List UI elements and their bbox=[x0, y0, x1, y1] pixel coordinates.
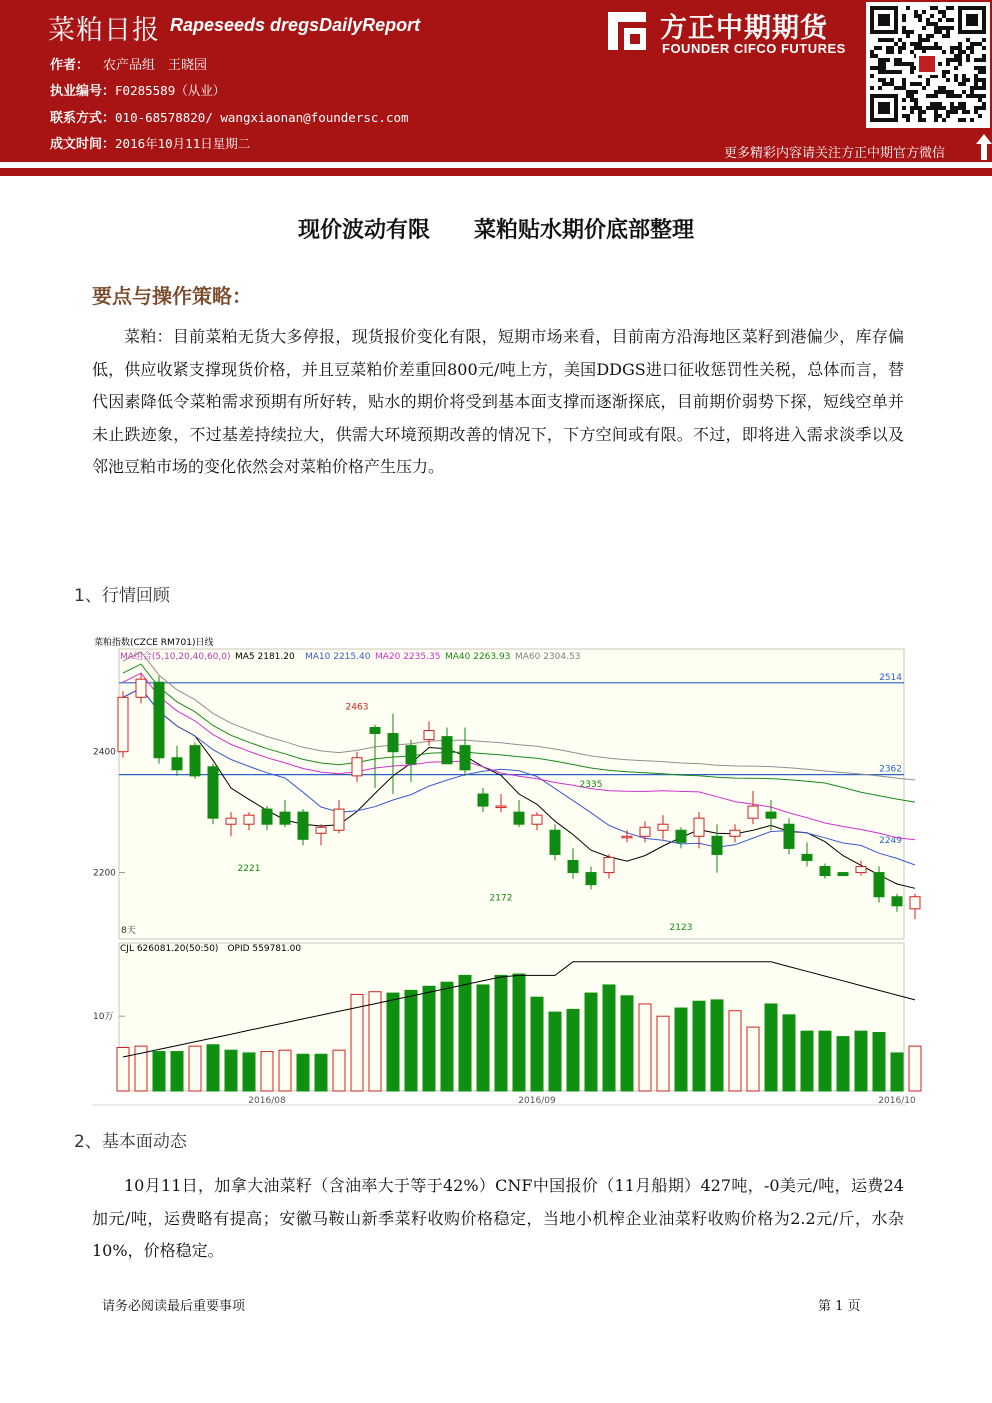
volume-bar bbox=[423, 986, 435, 1091]
report-title-en: Rapeseeds dregsDailyReport bbox=[170, 15, 421, 35]
candle-body bbox=[910, 897, 920, 909]
volume-bar bbox=[333, 1050, 345, 1091]
qr-code-icon bbox=[866, 2, 990, 128]
candle-body bbox=[262, 809, 272, 824]
logo-text-en: FOUNDER CIFCO FUTURES bbox=[662, 41, 846, 56]
candle-body bbox=[658, 824, 668, 830]
volume-bar bbox=[909, 1046, 921, 1091]
price-corner-label: 8天 bbox=[121, 926, 136, 936]
volume-bar bbox=[567, 1009, 579, 1091]
candle-body bbox=[514, 812, 524, 824]
volume-bar bbox=[495, 975, 507, 1091]
candle-body bbox=[406, 746, 416, 764]
candle-body bbox=[280, 812, 290, 824]
candle-body bbox=[352, 758, 362, 776]
volume-bar bbox=[441, 982, 453, 1091]
volume-bar bbox=[225, 1050, 237, 1091]
volume-bar bbox=[675, 1008, 687, 1091]
candle-body bbox=[874, 873, 884, 897]
horizontal-level-label: 2362 bbox=[879, 764, 902, 775]
candle-body bbox=[622, 836, 632, 838]
candle-body bbox=[766, 812, 776, 818]
volume-bar bbox=[387, 993, 399, 1091]
volume-bar bbox=[549, 1012, 561, 1091]
section-fundamentals: 2、基本面动态 bbox=[74, 1132, 187, 1152]
contact-value: 010-68578820/ wangxiaonan@foundersc.com bbox=[115, 110, 409, 125]
candle-body bbox=[442, 737, 452, 764]
price-axis-tick-label: 2400 bbox=[93, 747, 116, 758]
volume-bar bbox=[531, 997, 543, 1091]
candle-body bbox=[748, 806, 758, 818]
volume-bar bbox=[297, 1054, 309, 1091]
fundamentals-paragraph: 10月11日，加拿大油菜籽（含油率大于等于42%）CNF中国报价（11月船期）427吨，-0美元/吨，运费24加元/吨，运费略有提高；安徽马鞍山新季菜籽收购价格稳定，当地小机榨企业油菜籽收购价格为2.2元/斤，水杂10%，价格稳定。 bbox=[92, 1176, 904, 1260]
candle-body bbox=[730, 830, 740, 836]
author-line bbox=[50, 54, 207, 73]
author-value: 农产品组 王晓园 bbox=[103, 58, 208, 73]
candle-body bbox=[460, 746, 470, 770]
chart-title: 菜粕指数(CZCE RM701)日线 bbox=[94, 638, 214, 648]
volume-axis-tick-label: 10万 bbox=[93, 1012, 114, 1023]
ma-legend-item: MA40 2263.93 bbox=[445, 652, 511, 662]
volume-bar bbox=[477, 985, 489, 1091]
price-right-label: 2249 bbox=[879, 835, 902, 846]
volume-bar bbox=[405, 990, 417, 1091]
section-market-review: 1、行情回顾 bbox=[74, 586, 170, 606]
header-divider bbox=[0, 168, 992, 176]
volume-bar bbox=[891, 1053, 903, 1091]
candle-body bbox=[856, 867, 866, 873]
logo-mark-icon bbox=[604, 8, 650, 54]
time-axis-label: 2016/10 bbox=[878, 1096, 916, 1106]
candle-body bbox=[496, 806, 506, 808]
volume-bar bbox=[117, 1047, 129, 1091]
report-header bbox=[0, 0, 992, 162]
license-line bbox=[50, 80, 225, 99]
candle-body bbox=[838, 873, 848, 876]
candle-body bbox=[532, 815, 542, 824]
volume-bar bbox=[171, 1052, 183, 1091]
candle-body bbox=[208, 767, 218, 818]
volume-bar bbox=[855, 1031, 867, 1091]
candle-body bbox=[550, 830, 560, 854]
candle-body bbox=[172, 758, 182, 770]
volume-bar bbox=[801, 1031, 813, 1091]
ma-legend-item: MA60 2304.53 bbox=[515, 652, 581, 662]
volume-bar bbox=[153, 1052, 165, 1091]
candle-body bbox=[334, 809, 344, 830]
volume-bar bbox=[459, 975, 471, 1091]
price-chart bbox=[92, 633, 916, 1108]
volume-bar bbox=[783, 1015, 795, 1091]
candle-body bbox=[244, 815, 254, 824]
candle-body bbox=[568, 860, 578, 872]
report-title-cn: 菜粕日报 bbox=[48, 15, 160, 46]
volume-bar bbox=[837, 1037, 849, 1091]
author-label: 作者： bbox=[50, 58, 90, 73]
price-annotation: 2335 bbox=[579, 779, 603, 790]
date-line bbox=[50, 133, 250, 152]
candle-body bbox=[892, 897, 902, 906]
strategy-title: 要点与操作策略： bbox=[92, 284, 252, 308]
ma-legend-item: MA组合(5,10,20,40,60,0) bbox=[120, 652, 231, 662]
strategy-paragraph: 菜粕：目前菜粕无货大多停报，现货报价变化有限，短期市场来看，目前南方沿海地区菜籽到港偏少，库存偏低，供应收紧支撑现货价格，并且豆菜粕价差重回800元/吨上方，美国DDGS进口征收惩罚性关税，总体而言，替代因素降低令菜粕需求预期有所好转，贴水的期价将受到基本面支撑而逐渐探底，目前期价弱势下探，短线空单并未止跌迹象，不过基差持续拉大，供需大环境预期改善的情况下，下方空间或有限。不过，即将进入需求淡季以及邻池豆粕市场的变化依然会对菜粕价格产生压力。 bbox=[92, 327, 904, 476]
volume-bar bbox=[513, 974, 525, 1091]
candle-body bbox=[820, 867, 830, 876]
volume-bar bbox=[279, 1050, 291, 1091]
date-label: 成文时间： bbox=[50, 137, 116, 152]
candle-body bbox=[298, 812, 308, 839]
license-label: 执业编号： bbox=[50, 84, 116, 99]
volume-bar bbox=[657, 1016, 669, 1091]
horizontal-level-label: 2514 bbox=[879, 672, 902, 683]
volume-bar bbox=[207, 1045, 219, 1091]
volume-bar bbox=[315, 1054, 327, 1091]
candle-body bbox=[316, 827, 326, 833]
logo-text-cn: 方正中期期货 bbox=[660, 13, 828, 44]
volume-bar bbox=[189, 1046, 201, 1091]
volume-bar bbox=[351, 994, 363, 1091]
follow-wechat-text: 更多精彩内容请关注方正中期官方微信 bbox=[724, 146, 946, 161]
candle-body bbox=[784, 824, 794, 848]
volume-bar bbox=[747, 1027, 759, 1091]
volume-bar bbox=[765, 1004, 777, 1091]
volume-bar bbox=[873, 1033, 885, 1091]
time-axis-label: 2016/09 bbox=[518, 1096, 556, 1106]
volume-legend: CJL 626081.20(50:50) OPID 559781.00 bbox=[120, 944, 302, 954]
time-axis-label: 2016/08 bbox=[248, 1096, 286, 1106]
arrow-up-icon bbox=[976, 134, 992, 160]
volume-bar bbox=[603, 985, 615, 1091]
ma-legend-item: MA20 2235.35 bbox=[375, 652, 441, 662]
ma-legend-item: MA10 2215.40 bbox=[305, 652, 371, 662]
candle-body bbox=[478, 794, 488, 806]
volume-bar bbox=[585, 993, 597, 1091]
volume-bar bbox=[819, 1031, 831, 1091]
candle-body bbox=[802, 854, 812, 860]
candle-body bbox=[190, 746, 200, 776]
company-logo bbox=[604, 8, 856, 60]
candle-body bbox=[118, 697, 128, 751]
candle-body bbox=[604, 857, 614, 872]
volume-bar bbox=[639, 1004, 651, 1091]
footer-notice: 请务必阅读最后重要事项 bbox=[102, 1299, 246, 1314]
candle-body bbox=[694, 818, 704, 836]
price-annotation: 2221 bbox=[237, 863, 261, 874]
candle-body bbox=[136, 679, 146, 697]
price-annotation: 2123 bbox=[669, 923, 693, 934]
license-value: F0285589（从业） bbox=[115, 83, 226, 98]
candle-body bbox=[676, 830, 686, 842]
volume-bar bbox=[621, 996, 633, 1091]
headline: 现价波动有限 菜粕贴水期价底部整理 bbox=[297, 218, 694, 243]
candle-body bbox=[712, 836, 722, 854]
price-axis-tick-label: 2200 bbox=[93, 868, 116, 879]
price-annotation: 2172 bbox=[489, 893, 513, 904]
volume-bar bbox=[711, 1000, 723, 1091]
candle-body bbox=[154, 682, 164, 758]
candle-body bbox=[640, 827, 650, 836]
volume-bar bbox=[261, 1052, 273, 1091]
candle-body bbox=[388, 734, 398, 752]
volume-bar bbox=[369, 992, 381, 1091]
contact-label: 联系方式： bbox=[50, 111, 116, 126]
ma-legend-item: MA5 2181.20 bbox=[235, 652, 295, 662]
price-annotation: 2463 bbox=[345, 702, 369, 713]
volume-bar bbox=[729, 1011, 741, 1091]
candle-body bbox=[226, 818, 236, 824]
candle-body bbox=[424, 731, 434, 740]
contact-line bbox=[50, 107, 409, 126]
candle-body bbox=[586, 873, 596, 885]
footer-page-number: 第 1 页 bbox=[818, 1299, 861, 1314]
volume-bar bbox=[693, 1001, 705, 1091]
candle-body bbox=[370, 728, 380, 734]
date-value: 2016年10月11日星期二 bbox=[115, 136, 251, 151]
volume-bar bbox=[243, 1053, 255, 1091]
